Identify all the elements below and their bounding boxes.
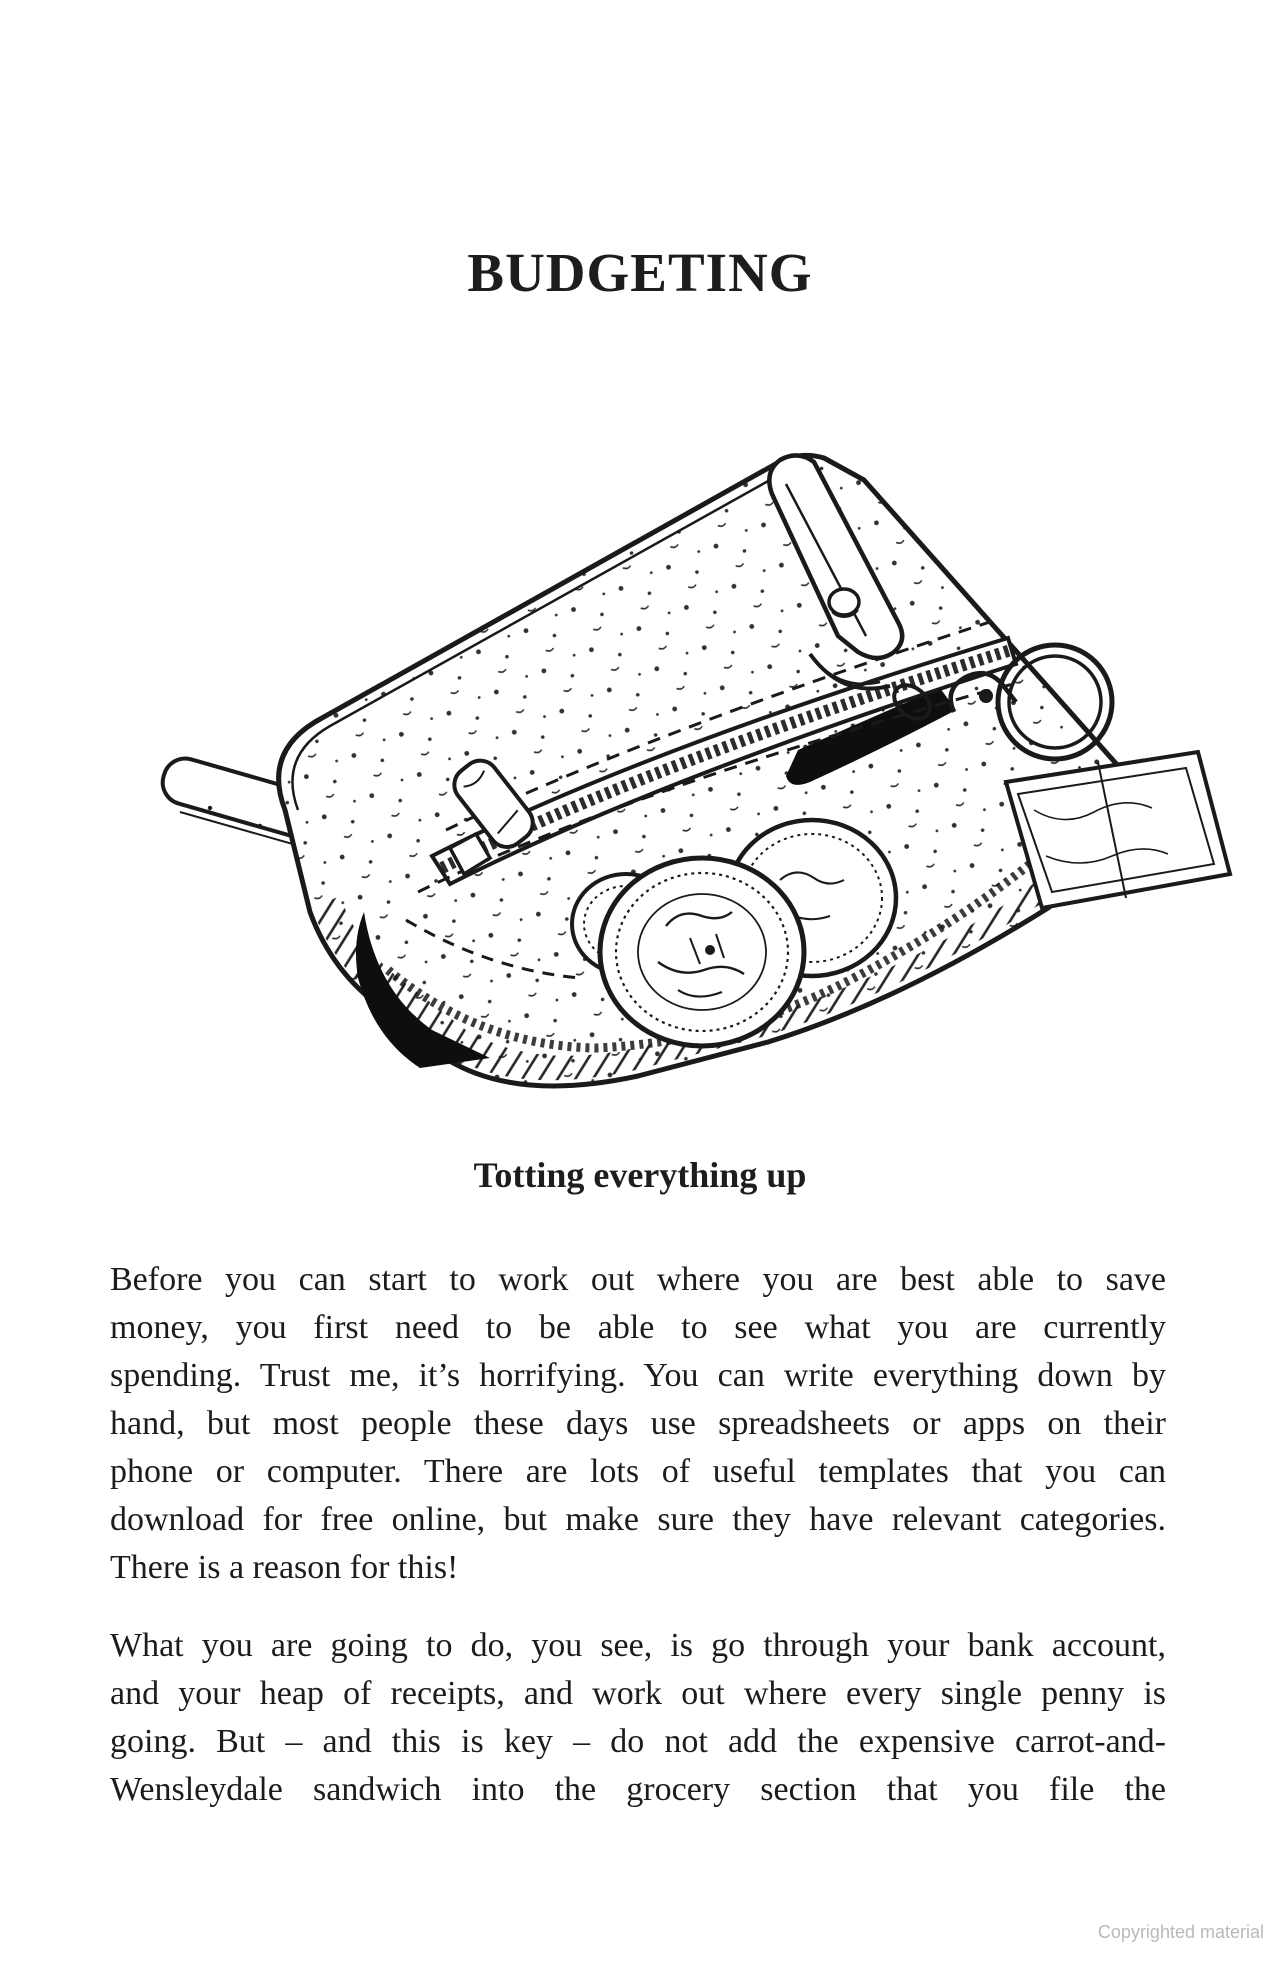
text-line: going. But – and this is key – do not add the expensive carrot-and-	[110, 1723, 1166, 1760]
text-line: Before you can start to work out where you are best able to save	[110, 1261, 1166, 1298]
section-subheading: Totting everything up	[473, 1155, 807, 1195]
coin-purse-illustration	[150, 450, 1250, 1150]
text-line: phone or computer. There are lots of useful templates that you can	[110, 1453, 1166, 1490]
text-line: spending. Trust me, it’s horrifying. You can write everything down by	[110, 1357, 1166, 1394]
paragraph-2	[110, 1622, 1166, 1814]
text-line: Wensleydale sandwich into the grocery section that you file the	[110, 1771, 1166, 1808]
text-line: download for free online, but make sure they have relevant categories.	[110, 1501, 1166, 1538]
banknote	[1006, 752, 1230, 908]
copyright-watermark: Copyrighted material	[1097, 1922, 1264, 1942]
text-line: What you are going to do, you see, is go through your bank account,	[110, 1627, 1166, 1664]
paragraph-1	[110, 1256, 1166, 1592]
coin-purse-drawing	[150, 450, 1250, 1150]
text-line: hand, but most people these days use spreadsheets or apps on their	[110, 1405, 1166, 1442]
text-line: There is a reason for this!	[110, 1549, 459, 1586]
text-line: and your heap of receipts, and work out where every single penny is	[110, 1675, 1166, 1712]
text-line: money, you first need to be able to see what you are currently	[110, 1309, 1166, 1346]
page-title: BUDGETING	[467, 242, 813, 303]
snap-button	[829, 589, 859, 615]
